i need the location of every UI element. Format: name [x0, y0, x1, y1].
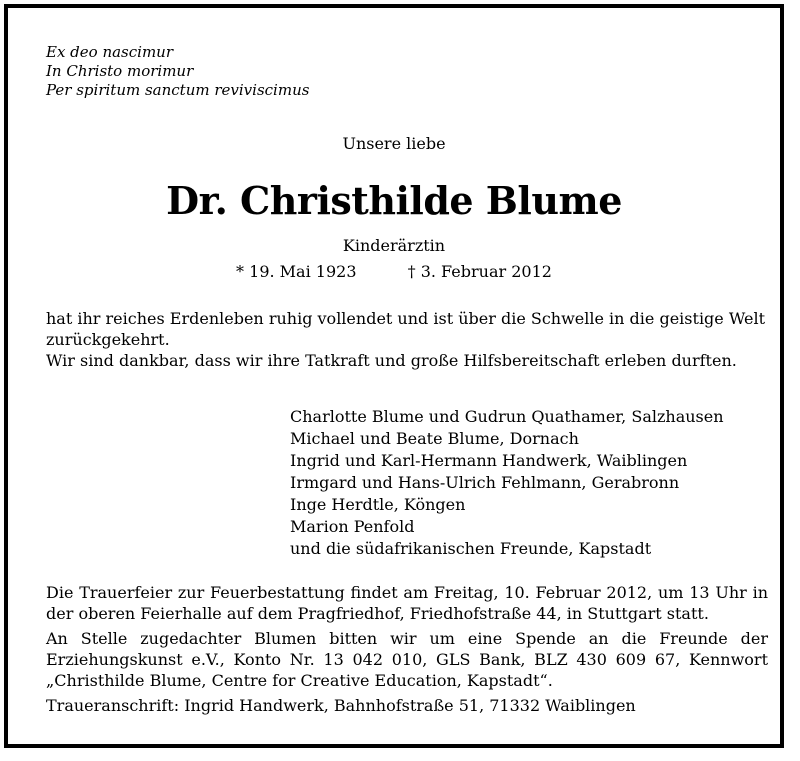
- obituary-notice: [4, 4, 784, 748]
- mourners-list: [290, 406, 724, 560]
- life-dates: [8, 262, 780, 281]
- motto-line: Ex deo nascimur: [46, 43, 174, 61]
- mourner-entry: Michael und Beate Blume, Dornach: [290, 429, 579, 448]
- mourner-entry: Ingrid und Karl-Hermann Handwerk, Waiblingen: [290, 451, 688, 470]
- message-paragraph: hat ihr reiches Erdenleben ruhig vollendet und ist über die Schwelle in die geistige Welt zurückgekehrt.: [46, 309, 766, 349]
- mourner-entry: Irmgard und Hans-Ulrich Fehlmann, Gerabronn: [290, 473, 680, 492]
- motto-line: In Christo morimur: [46, 62, 194, 80]
- intro-text: Unsere liebe: [342, 134, 446, 153]
- mourning-address: Traueranschrift: Ingrid Handwerk, Bahnhofstraße 51, 71332 Waiblingen: [46, 696, 636, 715]
- death-date: † 3. Februar 2012: [407, 262, 552, 281]
- motto-line: Per spiritum sanctum reviviscimus: [46, 81, 310, 99]
- message-paragraph: Wir sind dankbar, dass wir ihre Tatkraft und große Hilfsbereitschaft erleben durften.: [46, 351, 737, 370]
- funeral-service-text: Die Trauerfeier zur Feuerbestattung findet am Freitag, 10. Februar 2012, um 13 Uhr in der oberen Feierhalle auf dem Pragfriedhof, Friedhofstraße 44, in Stuttgart statt.: [46, 583, 768, 623]
- profession: Kinderärztin: [342, 236, 446, 255]
- mourner-entry: Marion Penfold: [290, 517, 415, 536]
- mourner-entry: Charlotte Blume und Gudrun Quathamer, Salzhausen: [290, 407, 724, 426]
- donation-text: An Stelle zugedachter Blumen bitten wir um eine Spende an die Freunde der Erziehungskunst e.V., Konto Nr. 13 042 010, GLS Bank, BLZ 430 609 67, Kennwort „Christhilde Blume, Centre for Creative Education, Kapstadt“.: [46, 629, 768, 690]
- deceased-name: Dr. Christhilde Blume: [166, 178, 622, 223]
- memorial-message: [46, 308, 766, 371]
- birth-date: * 19. Mai 1923: [236, 262, 357, 281]
- latin-motto: [46, 43, 309, 100]
- mourner-entry: und die südafrikanischen Freunde, Kapstadt: [290, 539, 652, 558]
- mourner-entry: Inge Herdtle, Köngen: [290, 495, 466, 514]
- funeral-details: [46, 582, 768, 716]
